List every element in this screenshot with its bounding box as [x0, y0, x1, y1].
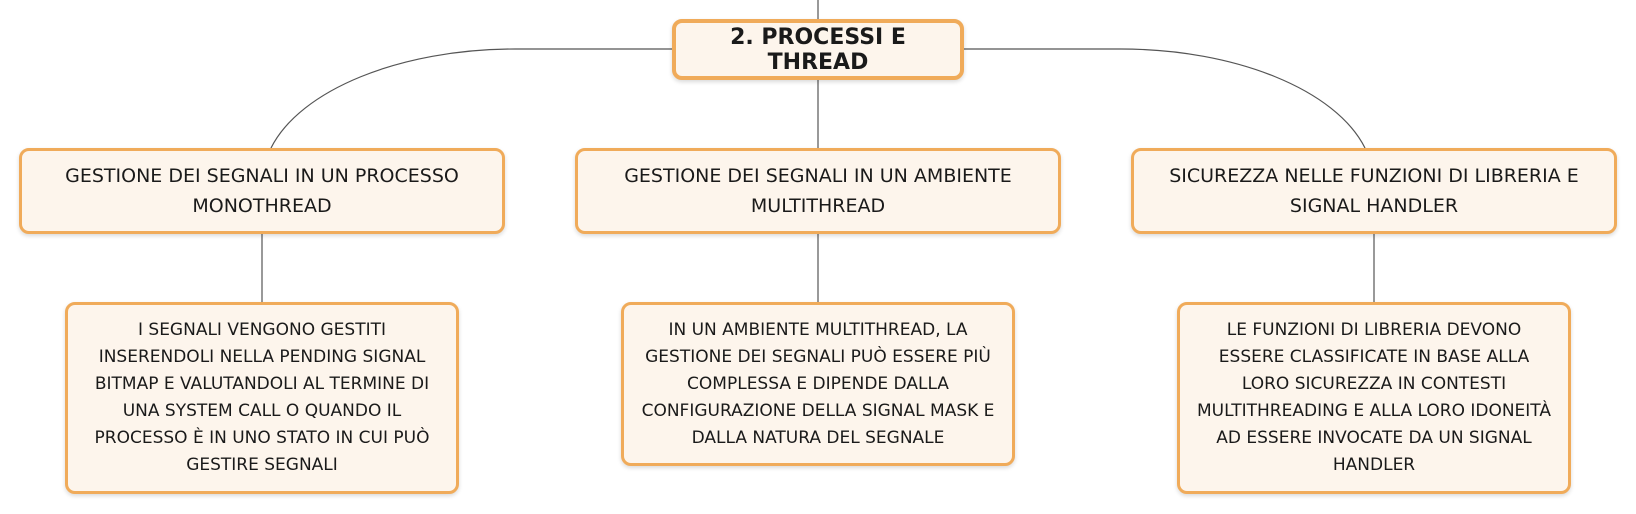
detail-topic-text: IN UN AMBIENTE MULTITHREAD, LA GESTIONE DEI SEGNALI PUÒ ESSERE PIÙ COMPLESSA E DIPENDE DALLA CONFIGURAZIONE DELLA SIGNAL MASK E DALLA NATURA DEL SEGNALE: [641, 319, 995, 448]
branch-topic-multithread[interactable]: [575, 148, 1061, 234]
connector-root-to-branch-3: [964, 49, 1365, 148]
branch-topic-label: SICUREZZA NELLE FUNZIONI DI LIBRERIA E SIGNAL HANDLER: [1169, 165, 1579, 217]
root-topic-label: 2. PROCESSI E THREAD: [730, 24, 906, 75]
root-topic[interactable]: [672, 19, 964, 80]
branch-topic-monothread[interactable]: [19, 148, 505, 234]
branch-topic-label: GESTIONE DEI SEGNALI IN UN PROCESSO MONOTHREAD: [65, 165, 459, 217]
connector-root-to-branch-1: [271, 49, 672, 148]
detail-topic-text: I SEGNALI VENGONO GESTITI INSERENDOLI NELLA PENDING SIGNAL BITMAP E VALUTANDOLI AL TERMINE DI UNA SYSTEM CALL O QUANDO IL PROCESSO È IN UNO STATO IN CUI PUÒ GESTIRE SEGNALI: [94, 320, 430, 475]
branch-topic-library-safety[interactable]: [1131, 148, 1617, 234]
detail-topic-multithread[interactable]: [621, 302, 1015, 466]
detail-topic-monothread[interactable]: [65, 302, 459, 494]
detail-topic-text: LE FUNZIONI DI LIBRERIA DEVONO ESSERE CLASSIFICATE IN BASE ALLA LORO SICUREZZA IN CONTESTI MULTITHREADING E ALLA LORO IDONEITÀ AD ESSERE INVOCATE DA UN SIGNAL HANDLER: [1196, 320, 1552, 475]
detail-topic-library-safety[interactable]: [1177, 302, 1571, 494]
branch-topic-label: GESTIONE DEI SEGNALI IN UN AMBIENTE MULTITHREAD: [624, 165, 1012, 217]
